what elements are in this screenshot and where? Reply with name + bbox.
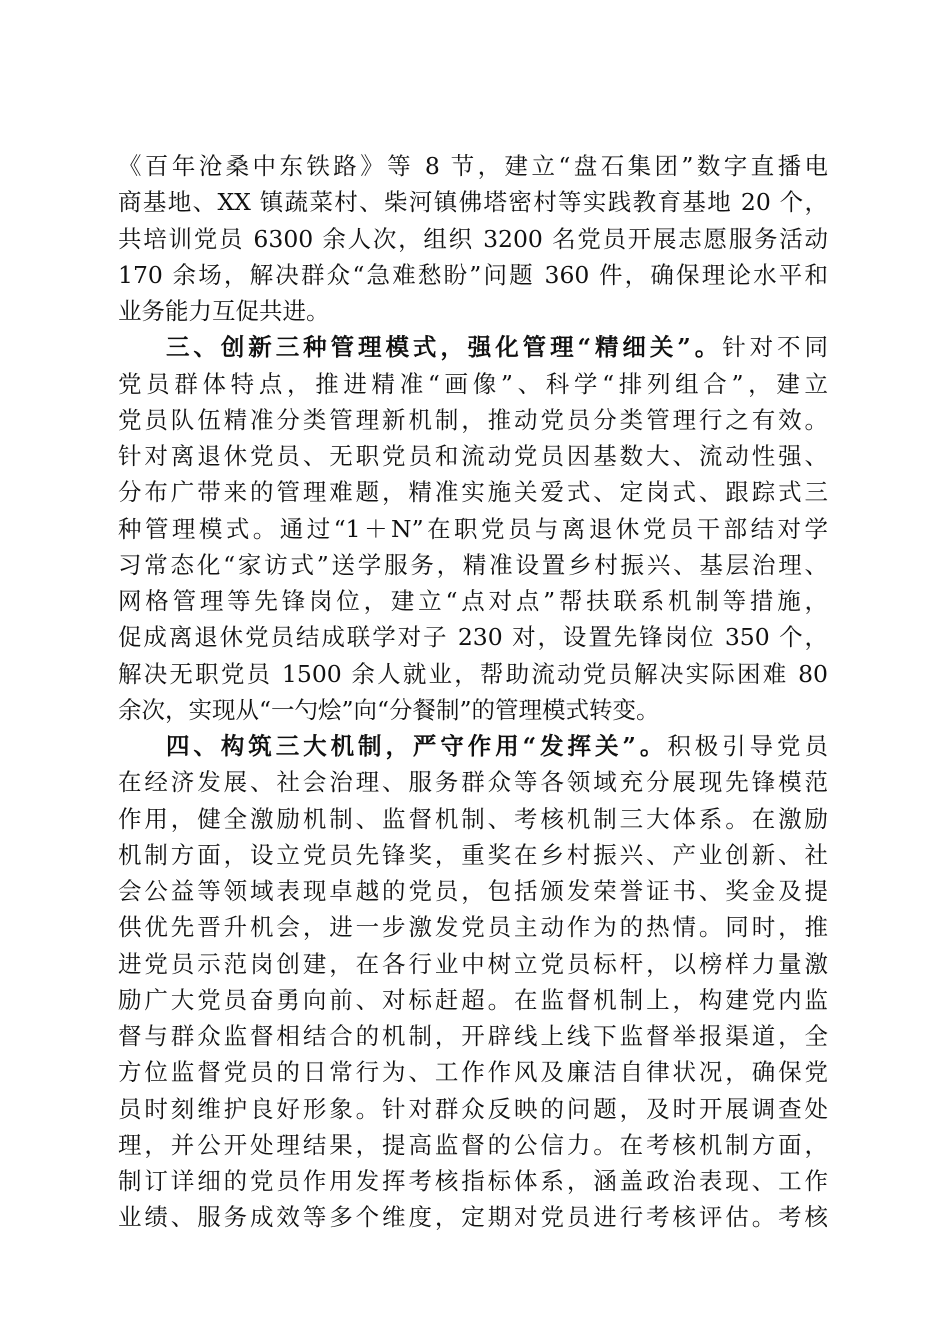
paragraph-1 [118, 148, 828, 329]
document-body [118, 148, 828, 1236]
text-line: 机制方面，设立党员先锋奖，重奖在乡村振兴、产业创新、社 [118, 840, 828, 869]
text-line: 170 余场，解决群众“急难愁盼”问题 360 件，确保理论水平和 [118, 260, 828, 289]
text-line: 业务能力互促共进。 [118, 297, 330, 325]
text-line: 网格管理等先锋岗位，建立“点对点”帮扶联系机制等措施， [118, 587, 828, 615]
text-line: 方位监督党员的日常行为、工作作风及廉洁自律状况，确保党 [118, 1058, 828, 1087]
text-run: 积极引导党员 [667, 732, 828, 760]
text-line: 党员队伍精准分类管理新机制，推动党员分类管理行之有效。 [118, 405, 828, 434]
paragraph-3 [118, 728, 828, 1236]
text-line: 针对离退休党员、无职党员和流动党员因基数大、流动性强、 [118, 442, 828, 470]
text-line: 供优先晋升机会，进一步激发党员主动作为的热情。同时，推 [118, 913, 828, 942]
paragraph-2 [118, 329, 828, 728]
text-line: 促成离退休党员结成联学对子 230 对，设置先锋岗位 350 个， [118, 623, 828, 652]
text-line: 共培训党员 6300 余人次，组织 3200 名党员开展志愿服务活动 [118, 224, 828, 253]
section-heading-3: 三、创新三种管理模式，强化管理“精细关”。 [166, 333, 723, 362]
text-line: 在经济发展、社会治理、服务群众等各领域充分展现先锋模范 [118, 768, 828, 797]
paragraph-first-line [118, 329, 828, 365]
text-line: 督与群众监督相结合的机制，开辟线上线下监督举报渠道，全 [118, 1022, 828, 1050]
text-line: 作用，健全激励机制、监督机制、考核机制三大体系。在激励 [118, 804, 828, 833]
text-line: 种管理模式。通过“1＋N”在职党员与离退休党员干部结对学 [118, 514, 828, 543]
text-line: 商基地、XX 镇蔬菜村、柴河镇佛塔密村等实践教育基地 20 个， [118, 188, 828, 217]
text-line: 党员群体特点，推进精准“画像”、科学“排列组合”，建立 [118, 369, 828, 398]
text-line: 《百年沧桑中东铁路》等 8 节，建立“盘石集团”数字直播电 [118, 152, 828, 180]
text-line: 制订详细的党员作用发挥考核指标体系，涵盖政治表现、工作 [118, 1167, 828, 1195]
text-line: 进党员示范岗创建，在各行业中树立党员标杆，以榜样力量激 [118, 949, 828, 978]
text-line: 员时刻维护良好形象。针对群众反映的问题，及时开展调查处 [118, 1094, 828, 1123]
text-line: 余次，实现从“一勺烩”向“分餐制”的管理模式转变。 [118, 695, 660, 724]
text-line: 习常态化“家访式”送学服务，精准设置乡村振兴、基层治理、 [118, 550, 828, 579]
text-line: 会公益等领域表现卓越的党员，包括颁发荣誉证书、奖金及提 [118, 877, 828, 905]
paragraph-first-line [118, 728, 828, 764]
text-line: 业绩、服务成效等多个维度，定期对党员进行考核评估。考核 [118, 1203, 828, 1232]
text-line: 励广大党员奋勇向前、对标赶超。在监督机制上，构建党内监 [118, 985, 828, 1014]
section-heading-4: 四、构筑三大机制，严守作用“发挥关”。 [166, 732, 668, 760]
text-line: 解决无职党员 1500 余人就业，帮助流动党员解决实际困难 80 [118, 659, 828, 688]
text-line: 分布广带来的管理难题，精准实施关爱式、定岗式、跟踪式三 [118, 478, 828, 507]
text-line: 理，并公开处理结果，提高监督的公信力。在考核机制方面， [118, 1130, 828, 1159]
text-run: 针对不同 [722, 333, 828, 362]
